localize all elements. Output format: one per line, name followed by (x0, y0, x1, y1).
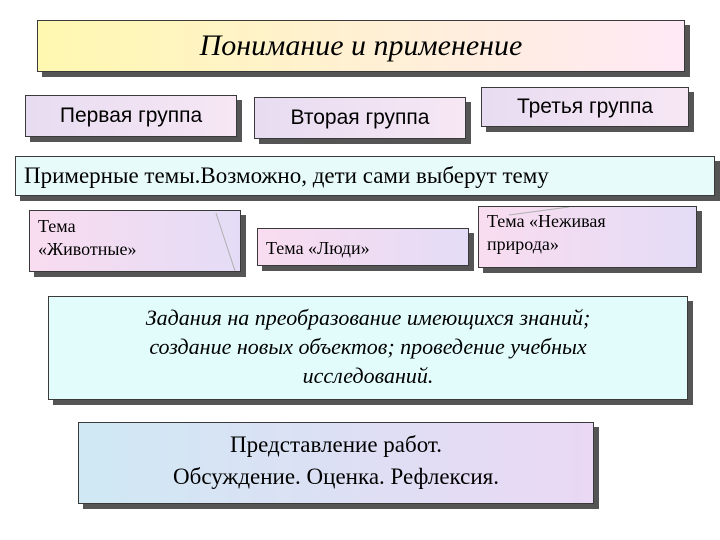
group-third (481, 87, 689, 127)
presentation-box (78, 422, 594, 504)
presentation-line-1: Представление работ. (230, 432, 442, 457)
presentation-line-2: Обсуждение. Оценка. Рефлексия. (173, 464, 499, 489)
pen-stroke-decoration (479, 207, 698, 269)
tasks-line-3: исследований. (302, 363, 434, 388)
topic-people-label: Тема «Люди» (266, 238, 370, 258)
topic-nature-line-1: Тема «Неживая (487, 211, 606, 231)
pen-stroke-decoration (30, 211, 242, 273)
topic-animals-card (29, 210, 241, 272)
group-second-label: Вторая группа (290, 106, 430, 129)
topic-nature-card (478, 206, 697, 268)
topics-banner (15, 156, 715, 196)
page-title: Понимание и применение (199, 29, 523, 62)
tasks-line-2: создание новых объектов; проведение учебных (149, 334, 587, 359)
group-second (254, 97, 466, 139)
topic-animals-line-2: «Животные» (38, 239, 137, 259)
tasks-line-1: Задания на преобразование имеющихся знаний; (145, 305, 591, 330)
group-third-label: Третья группа (516, 95, 654, 118)
title-box (37, 20, 685, 72)
group-first (25, 95, 237, 137)
topic-nature-line-2: природа» (487, 234, 559, 254)
topics-banner-text: Примерные темы.Возможно, дети сами выберут тему (24, 163, 549, 188)
topic-animals-line-1: Тема (38, 216, 76, 236)
topic-people-card (257, 228, 469, 266)
tasks-box (48, 296, 688, 400)
group-first-label: Первая группа (59, 104, 203, 127)
